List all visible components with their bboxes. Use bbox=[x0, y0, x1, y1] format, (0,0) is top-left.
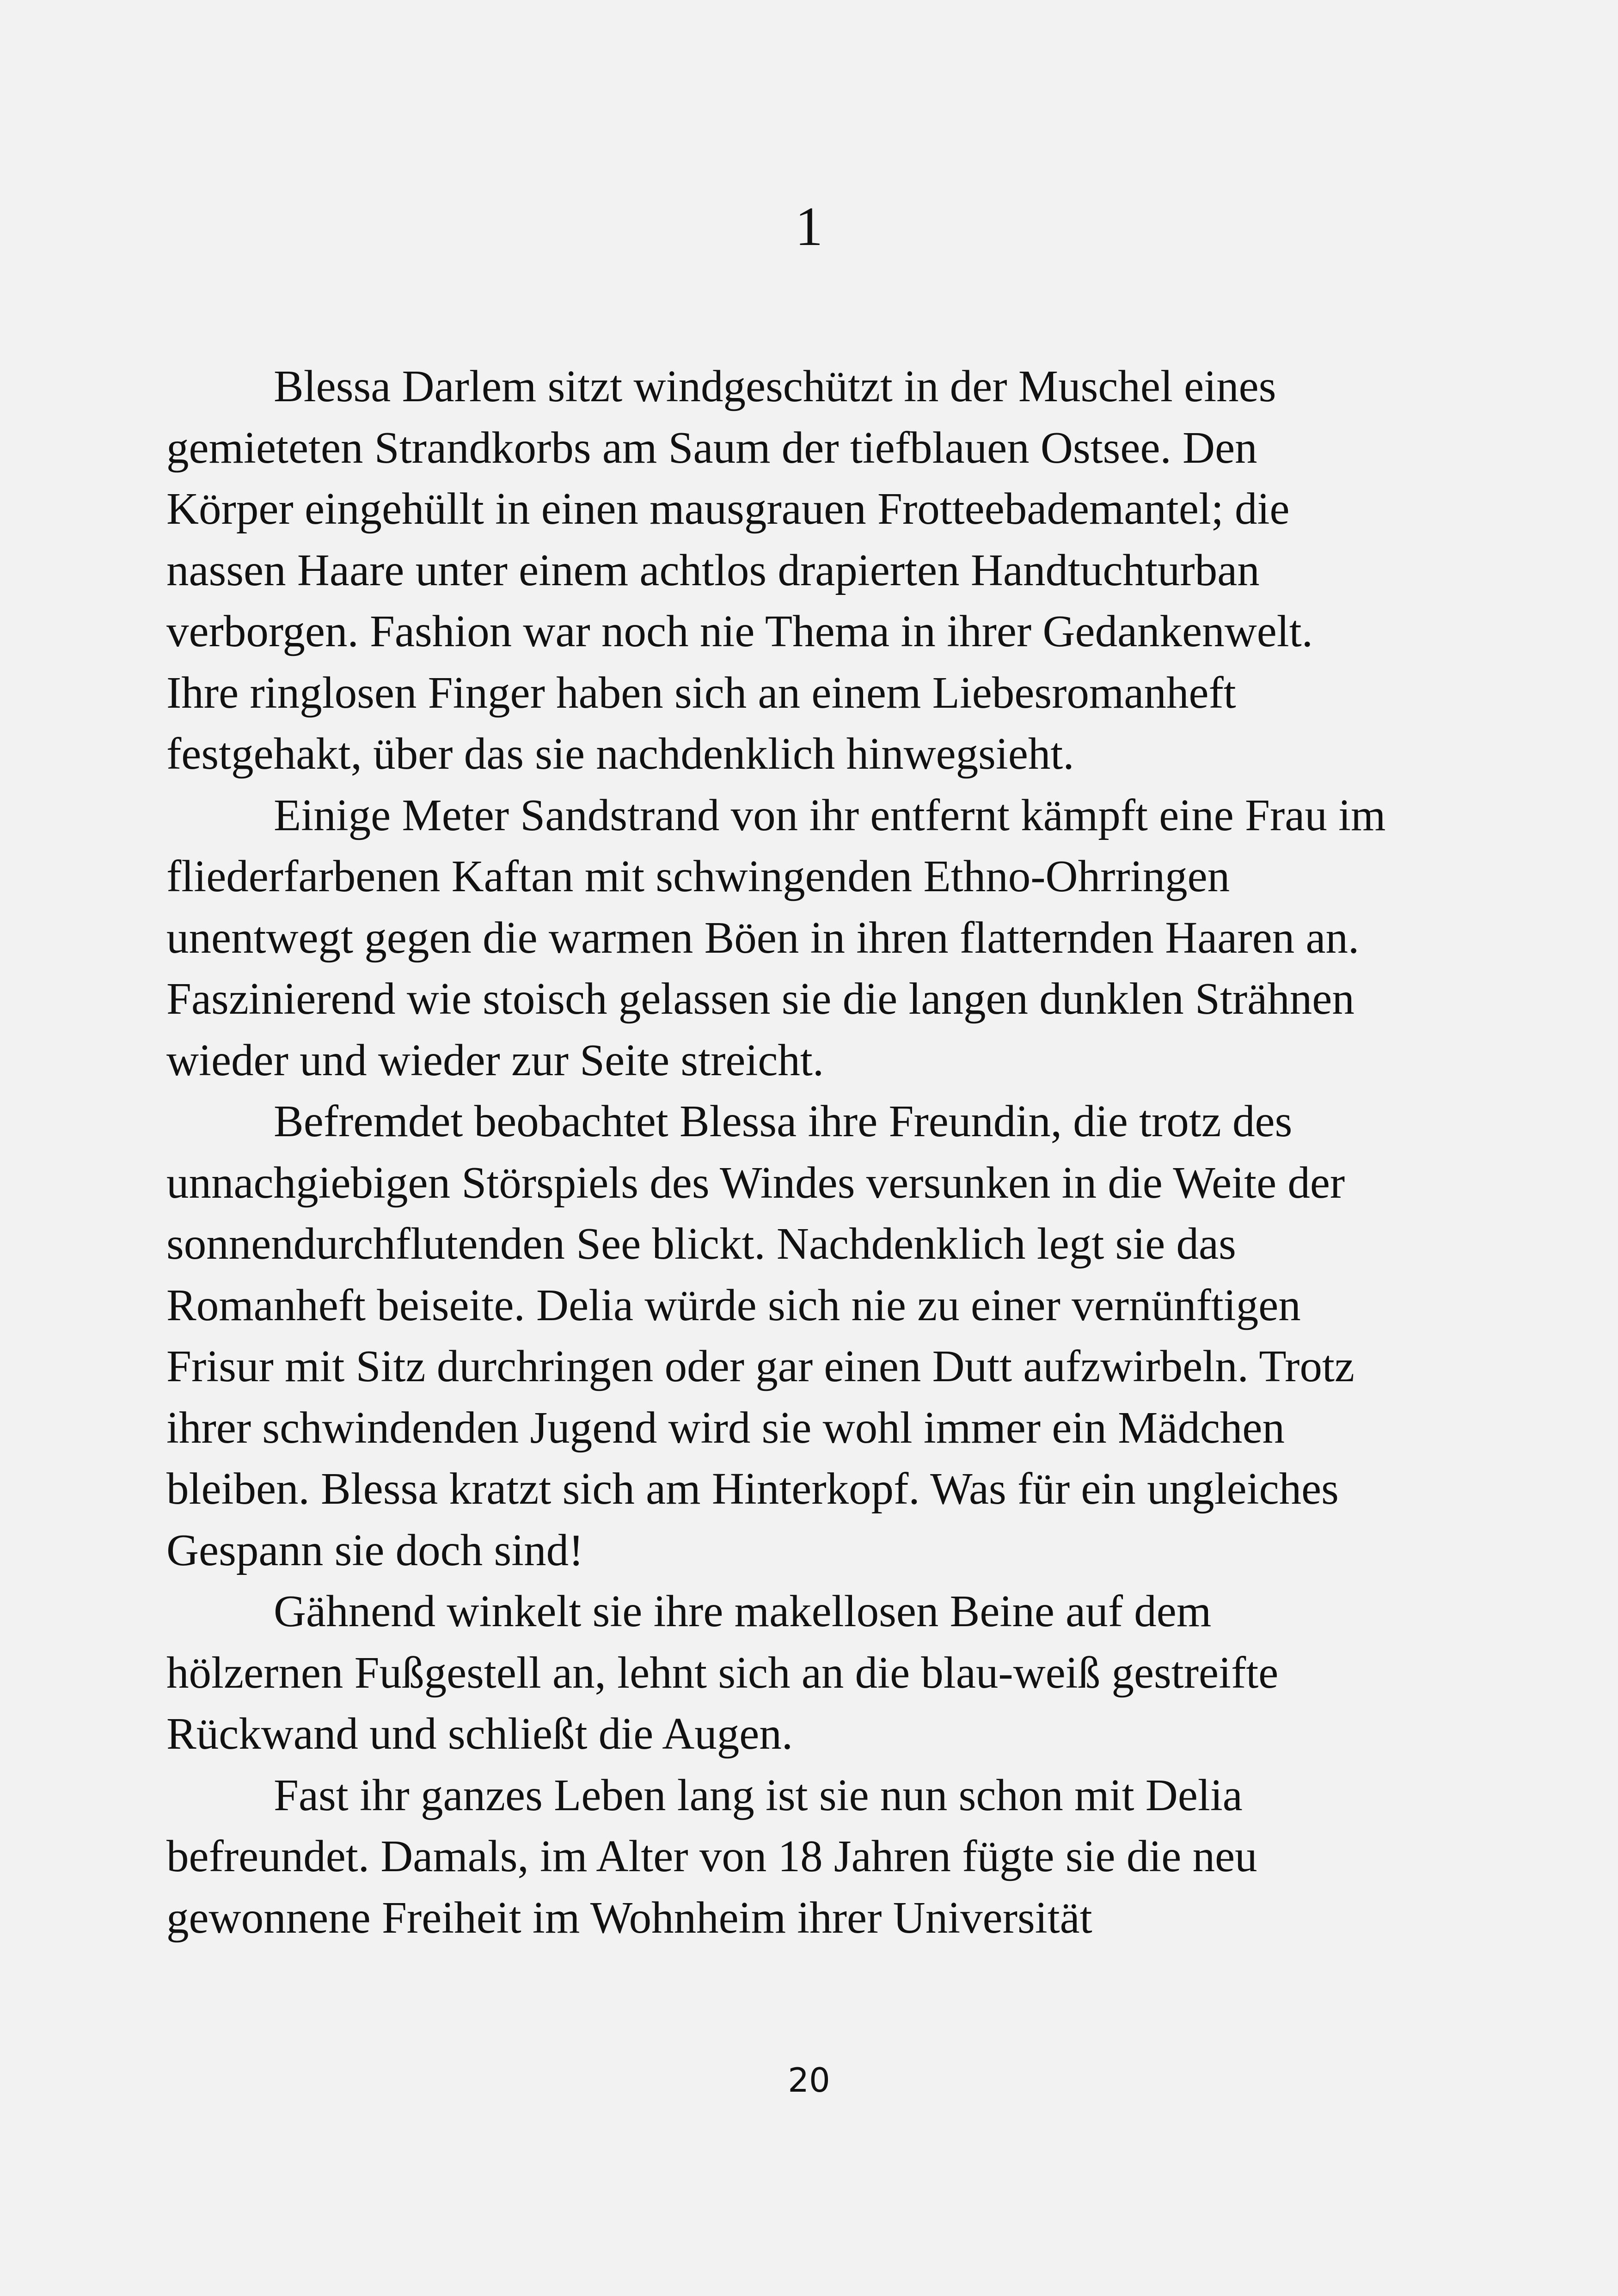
paragraph-line: unentwegt gegen die warmen Böen in ihren flatternden Haaren an. bbox=[166, 912, 1360, 962]
paragraph-line: Frisur mit Sitz durchringen oder gar einen Dutt aufzwirbeln. Trotz bbox=[166, 1341, 1354, 1391]
paragraph-line: Romanheft beiseite. Delia würde sich nie zu einer vernünftigen bbox=[166, 1280, 1301, 1330]
paragraph-line: Ihre ringlosen Finger haben sich an einem Liebesromanheft bbox=[166, 667, 1236, 717]
paragraph-line: hölzernen Fußgestell an, lehnt sich an die blau-weiß gestreifte bbox=[166, 1647, 1279, 1697]
paragraph-line: Gähnend winkelt sie ihre makellosen Beine auf dem bbox=[274, 1586, 1212, 1636]
paragraph-line: festgehakt, über das sie nachdenklich hinwegsieht. bbox=[166, 729, 1074, 778]
chapter-number: 1 bbox=[795, 196, 823, 257]
paragraph-line: Befremdet beobachtet Blessa ihre Freundin, die trotz des bbox=[274, 1096, 1293, 1146]
paragraph-line: gemieteten Strandkorbs am Saum der tiefblauen Ostsee. Den bbox=[166, 422, 1257, 472]
paragraph-line: Gespann sie doch sind! bbox=[166, 1525, 584, 1575]
paragraph-line: sonnendurchflutenden See blickt. Nachdenklich legt sie das bbox=[166, 1219, 1236, 1268]
paragraph-line: Einige Meter Sandstrand von ihr entfernt kämpft eine Frau im bbox=[274, 790, 1386, 840]
paragraph-line: ihrer schwindenden Jugend wird sie wohl immer ein Mädchen bbox=[166, 1402, 1285, 1452]
paragraph-line: wieder und wieder zur Seite streicht. bbox=[166, 1035, 824, 1085]
paragraph-line: verborgen. Fashion war noch nie Thema in ihrer Gedankenwelt. bbox=[166, 606, 1313, 656]
paragraph-line: Blessa Darlem sitzt windgeschützt in der Muschel eines bbox=[274, 361, 1276, 411]
paragraph-line: bleiben. Blessa kratzt sich am Hinterkopf. Was für ein ungleiches bbox=[166, 1464, 1339, 1513]
paragraph-line: Faszinierend wie stoisch gelassen sie die langen dunklen Strähnen bbox=[166, 974, 1354, 1023]
chapter-body-text bbox=[166, 356, 1442, 1948]
paragraph-line: unnachgiebigen Störspiels des Windes versunken in die Weite der bbox=[166, 1157, 1345, 1207]
paragraph-line: Rückwand und schließt die Augen. bbox=[166, 1709, 793, 1758]
page-number: 20 bbox=[788, 2061, 830, 2100]
paragraph-line: Fast ihr ganzes Leben lang ist sie nun schon mit Delia bbox=[274, 1770, 1243, 1820]
paragraph-line: nassen Haare unter einem achtlos drapierten Handtuchturban bbox=[166, 545, 1260, 595]
paragraph-line: befreundet. Damals, im Alter von 18 Jahren fügte sie die neu bbox=[166, 1831, 1257, 1881]
paragraph-line: gewonnene Freiheit im Wohnheim ihrer Universität bbox=[166, 1892, 1092, 1942]
paragraph-line: Körper eingehüllt in einen mausgrauen Frotteebademantel; die bbox=[166, 484, 1290, 533]
paragraph-line: fliederfarbenen Kaftan mit schwingenden Ethno-Ohrringen bbox=[166, 851, 1230, 901]
